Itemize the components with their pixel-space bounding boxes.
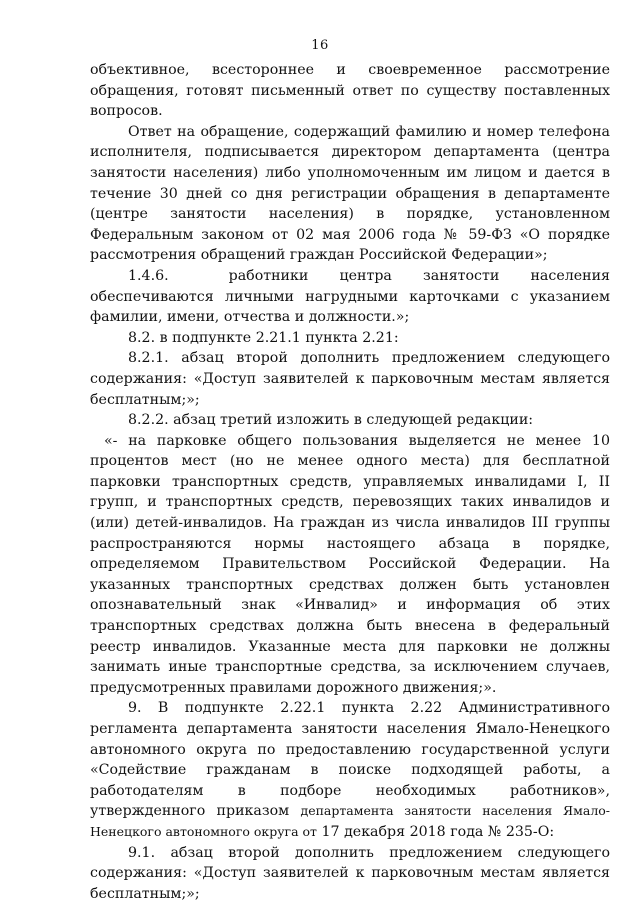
paragraph-9 xyxy=(90,698,610,842)
paragraph-1-4-6 xyxy=(90,266,610,328)
clause-number: 1.4.6. xyxy=(128,267,169,284)
paragraph-9-end: 17 декабря 2018 года № 235-О: xyxy=(321,823,555,840)
paragraph-8-2-1: 8.2.1. абзац второй дополнить предложением следующего содержания: «Доступ заявителей к парковочным местам является бесплатным;»; xyxy=(90,350,610,408)
paragraph-response: Ответ на обращение, содержащий фамилию и номер телефона исполнителя, подписывается директором департамента (центра занятости населения) либо уполномоченным им лицом и дается в течение 30 дней со дня регистрации обращения в департаменте (центре занятости населения) в порядке, установленном Федеральным законом от 02 мая 2006 года № 59-ФЗ «О порядке рассмотрения обращений граждан Российской Федерации»; xyxy=(90,123,610,264)
document-body xyxy=(90,60,610,904)
paragraph-8-2-2: 8.2.2. абзац третий изложить в следующей редакции: xyxy=(128,412,534,429)
paragraph-9-1: 9.1. абзац второй дополнить предложением следующего содержания: «Доступ заявителей к парковочным местам является бесплатным;»; xyxy=(90,844,610,902)
clause-text: работники центра занятости населения обеспечиваются личными нагрудными карточками с указанием фамилии, имени, отчества и должности.»; xyxy=(90,267,610,326)
paragraph-8-2: 8.2. в подпункте 2.21.1 пункта 2.21: xyxy=(128,329,399,346)
paragraph-9-small: департамента занятости населения Ямало-Ненецкого автономного округа от xyxy=(90,803,611,839)
paragraph-continuation: объективное, всестороннее и своевременное рассмотрение обращения, готовят письменный ответ по существу поставленных вопросов. xyxy=(90,62,610,120)
paragraph-parking-quote: «- на парковке общего пользования выделяется не менее 10 процентов мест (но не менее одного места) для бесплатной парковки транспортных средств, управляемых инвалидами I, II групп, и транспортных средств, перевозящих таких инвалидов и (или) детей-инвалидов. На граждан из числа инвалидов III группы распространяются нормы настоящего абзаца в порядке, определяемом Правительством Российской Федерации. На указанных транспортных средствах должен быть установлен опознавательный знак «Инвалид» и информация об этих транспортных средствах должна быть внесена в федеральный реестр инвалидов. Указанные места для парковки не должны занимать иные транспортные средства, за исключением случаев, предусмотренных правилами дорожного движения;». xyxy=(90,432,610,696)
paragraph-9-main: 9. В подпункте 2.22.1 пункта 2.22 Административного регламента департамента занятости населения Ямало-Ненецкого автономного округа по предоставлению государственной услуги «Содействие гражданам в поиске подходящей работы, а работодателям в подборе необходимых работников», утвержденного приказом xyxy=(90,700,610,820)
page-number: 16 xyxy=(311,38,329,53)
